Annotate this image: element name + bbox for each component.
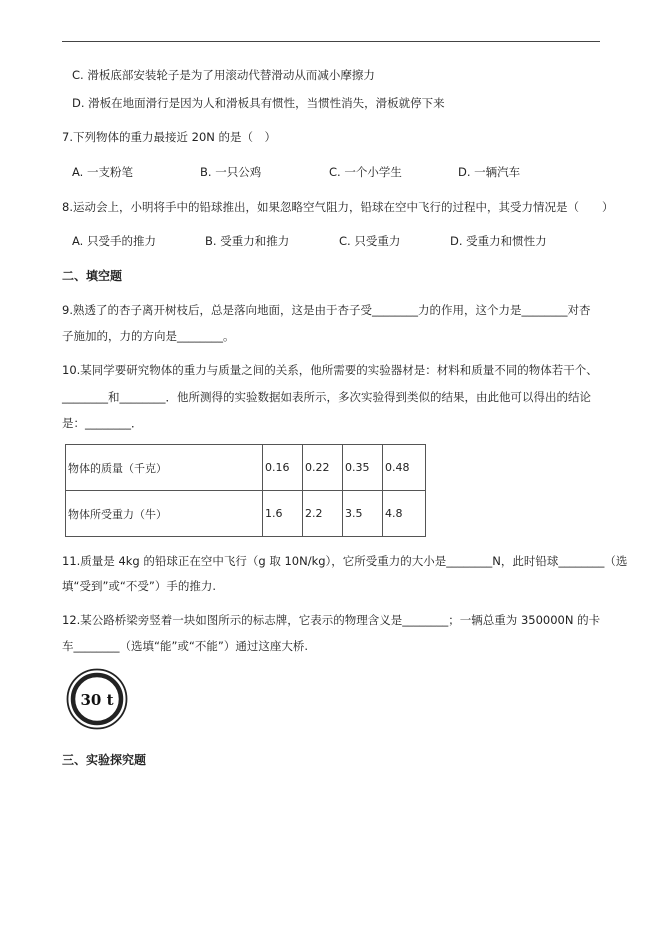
sign-text: 30 t — [80, 691, 114, 709]
q7-option-a: A. 一支粉笔 — [72, 165, 133, 179]
q10-line-1: 10.某同学要研究物体的重力与质量之间的关系，他所需要的实验器材是：材料和质量不同的物体若干个、 — [62, 363, 598, 377]
q8-option-a: A. 只受手的推力 — [72, 234, 156, 248]
table-cell: 0.48 — [383, 445, 426, 491]
q7-option-d: D. 一辆汽车 — [458, 165, 521, 179]
header-rule — [62, 41, 600, 42]
table-row-header: 物体所受重力（牛） — [66, 491, 263, 537]
q9-line-2: 子施加的，力的方向是________。 — [62, 329, 235, 343]
table-cell: 0.35 — [343, 445, 383, 491]
table-row — [66, 491, 426, 537]
q6-option-c: C. 滑板底部安装轮子是为了用滚动代替滑动从而减小摩擦力 — [72, 68, 375, 82]
table-cell: 0.16 — [263, 445, 303, 491]
q7-stem: 7.下列物体的重力最接近 20N 的是（ ） — [62, 130, 277, 144]
q8-option-d: D. 受重力和惯性力 — [450, 234, 547, 248]
section-experiment-title: 三、实验探究题 — [62, 753, 147, 767]
q7-option-b: B. 一只公鸡 — [200, 165, 262, 179]
table-row — [66, 445, 426, 491]
q6-option-d: D. 滑板在地面滑行是因为人和滑板具有惯性，当惯性消失，滑板就停下来 — [72, 96, 445, 110]
q8-option-c: C. 只受重力 — [339, 234, 401, 248]
data-table — [65, 444, 426, 537]
table-cell: 0.22 — [303, 445, 343, 491]
table-cell: 1.6 — [263, 491, 303, 537]
q12-line-2: 车________（选填“能”或“不能”）通过这座大桥. — [62, 639, 308, 653]
q11-line-2: 填“受到”或“不受”）手的推力. — [62, 579, 216, 593]
section-fill-in-title: 二、填空题 — [62, 269, 123, 283]
q10-line-3: 是：________． — [62, 416, 143, 430]
q11-line-1: 11.质量是 4kg 的铅球正在空中飞行（g 取 10N/kg），它所受重力的大小是________N，此时铅球________（选 — [62, 554, 628, 568]
q8-stem: 8.运动会上，小明将手中的铅球推出，如果忽略空气阻力，铅球在空中飞行的过程中，其受力情况是（ ） — [62, 200, 614, 214]
table-cell: 2.2 — [303, 491, 343, 537]
q8-option-b: B. 受重力和推力 — [205, 234, 290, 248]
weight-limit-sign — [66, 668, 128, 730]
table-cell: 3.5 — [343, 491, 383, 537]
q10-line-2: ________和________．他所测得的实验数据如表所示，多次实验得到类似的结果，由此他可以得出的结论 — [62, 390, 591, 404]
q9-line-1: 9.熟透了的杏子离开树枝后，总是落向地面，这是由于杏子受________力的作用，这个力是________对杏 — [62, 303, 591, 317]
table-row-header: 物体的质量（千克） — [66, 445, 263, 491]
q12-line-1: 12.某公路桥梁旁竖着一块如图所示的标志牌，它表示的物理含义是________；一辆总重为 350000N 的卡 — [62, 613, 601, 627]
table-cell: 4.8 — [383, 491, 426, 537]
q7-option-c: C. 一个小学生 — [329, 165, 402, 179]
